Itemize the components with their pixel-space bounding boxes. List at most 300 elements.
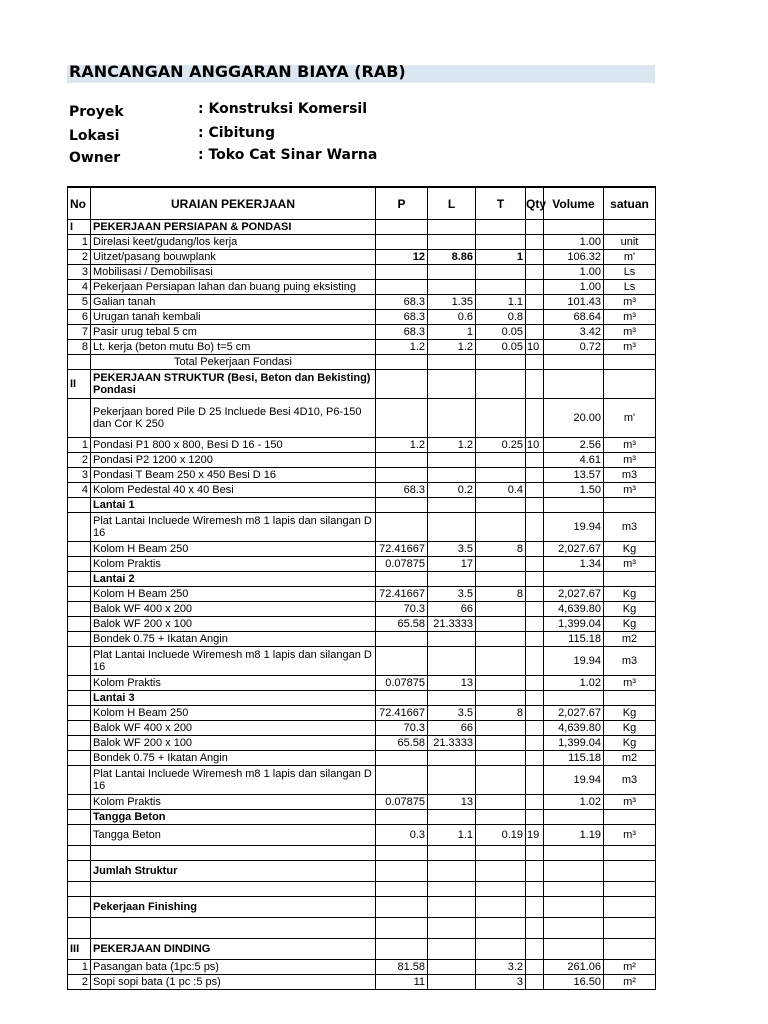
header-l: L — [428, 187, 476, 220]
cell-volume: 4.61 — [544, 453, 604, 468]
cell-no: 4 — [68, 280, 91, 295]
table-row — [68, 861, 656, 882]
header-no: No — [68, 187, 91, 220]
cell-p: 1.2 — [376, 438, 428, 453]
cell-t — [476, 370, 526, 399]
cell-l — [428, 766, 476, 795]
table-row — [68, 918, 656, 939]
cell-satuan: m3 — [604, 647, 656, 676]
cell-volume: 261.06 — [544, 960, 604, 975]
cell-l: 66 — [428, 721, 476, 736]
project-label: Proyek — [69, 104, 124, 120]
cell-l: 13 — [428, 795, 476, 810]
cell-uraian: Lt. kerja (beton mutu Bo) t=5 cm — [91, 340, 376, 355]
cell-satuan: m² — [604, 975, 656, 990]
cell-satuan: Kg — [604, 706, 656, 721]
cell-t: 3.2 — [476, 960, 526, 975]
cell-qty — [526, 691, 544, 706]
table-row — [68, 468, 656, 483]
cell-uraian: Tangga Beton — [91, 825, 376, 846]
cell-p — [376, 918, 428, 939]
cell-volume — [544, 220, 604, 235]
cell-t — [476, 513, 526, 542]
table-row — [68, 498, 656, 513]
table-row — [68, 483, 656, 498]
cell-volume: 101.43 — [544, 295, 604, 310]
cell-no: I — [68, 220, 91, 235]
table-row — [68, 295, 656, 310]
cell-no — [68, 736, 91, 751]
header-volume: Volume — [544, 187, 604, 220]
cell-l: 21.3333 — [428, 736, 476, 751]
cell-volume: 1.00 — [544, 265, 604, 280]
cell-qty — [526, 572, 544, 587]
cell-satuan: m³ — [604, 557, 656, 572]
cell-volume — [544, 846, 604, 861]
cell-satuan — [604, 861, 656, 882]
cell-uraian: PEKERJAAN STRUKTUR (Besi, Beton dan Bekisting) Pondasi — [91, 370, 376, 399]
cell-satuan — [604, 691, 656, 706]
table-row — [68, 617, 656, 632]
table-row — [68, 355, 656, 370]
cell-t: 8 — [476, 706, 526, 721]
cell-p: 70.3 — [376, 602, 428, 617]
cell-l — [428, 513, 476, 542]
cell-t — [476, 751, 526, 766]
cell-uraian: Pekerjaan Persiapan lahan dan buang puing eksisting — [91, 280, 376, 295]
cell-volume: 1.00 — [544, 280, 604, 295]
cell-qty — [526, 918, 544, 939]
cell-volume: 1,399.04 — [544, 617, 604, 632]
cell-p — [376, 691, 428, 706]
location-value: : Cibitung — [198, 125, 276, 141]
cell-uraian: Pondasi P1 800 x 800, Besi D 16 - 150 — [91, 438, 376, 453]
cell-uraian: Kolom Praktis — [91, 557, 376, 572]
cell-l — [428, 882, 476, 897]
cell-p — [376, 399, 428, 438]
table-row — [68, 751, 656, 766]
cell-uraian: Kolom H Beam 250 — [91, 542, 376, 557]
cell-t: 0.05 — [476, 325, 526, 340]
cell-uraian: Plat Lantai Incluede Wiremesh m8 1 lapis dan silangan D 16 — [91, 513, 376, 542]
cell-volume: 4,639.80 — [544, 721, 604, 736]
cell-t — [476, 736, 526, 751]
cell-p: 68.3 — [376, 483, 428, 498]
cell-p: 72.41667 — [376, 587, 428, 602]
cell-uraian: Pekerjaan bored Pile D 25 Incluede Besi 4D10, P6-150 dan Cor K 250 — [91, 399, 376, 438]
cell-satuan: Ls — [604, 280, 656, 295]
cell-uraian: Kolom H Beam 250 — [91, 587, 376, 602]
cell-t — [476, 918, 526, 939]
cell-no: 2 — [68, 453, 91, 468]
cell-l: 13 — [428, 676, 476, 691]
cell-no: 2 — [68, 250, 91, 265]
cell-t — [476, 897, 526, 918]
cell-uraian: Plat Lantai Incluede Wiremesh m8 1 lapis dan silangan D 16 — [91, 647, 376, 676]
cell-satuan — [604, 939, 656, 960]
cell-p: 0.07875 — [376, 557, 428, 572]
cell-satuan: m3 — [604, 468, 656, 483]
cell-qty — [526, 557, 544, 572]
cell-l — [428, 897, 476, 918]
cell-t — [476, 861, 526, 882]
cell-qty — [526, 453, 544, 468]
cell-volume — [544, 939, 604, 960]
owner-value: : Toko Cat Sinar Warna — [198, 147, 378, 163]
cell-t — [476, 602, 526, 617]
cell-qty — [526, 939, 544, 960]
cell-l — [428, 939, 476, 960]
cell-volume — [544, 370, 604, 399]
cell-l: 1.2 — [428, 340, 476, 355]
cell-satuan: Kg — [604, 617, 656, 632]
table-row — [68, 721, 656, 736]
cell-p — [376, 370, 428, 399]
cell-volume — [544, 810, 604, 825]
cell-l — [428, 632, 476, 647]
cell-no — [68, 897, 91, 918]
cell-satuan — [604, 882, 656, 897]
cell-satuan: m² — [604, 960, 656, 975]
cell-l — [428, 220, 476, 235]
cell-qty — [526, 235, 544, 250]
cell-l — [428, 468, 476, 483]
cell-no — [68, 706, 91, 721]
cell-volume: 19.94 — [544, 513, 604, 542]
cell-satuan: m³ — [604, 825, 656, 846]
cell-satuan: m³ — [604, 295, 656, 310]
cell-t: 1 — [476, 250, 526, 265]
cell-satuan: m³ — [604, 325, 656, 340]
cell-no — [68, 542, 91, 557]
cell-t: 1.1 — [476, 295, 526, 310]
table-row — [68, 325, 656, 340]
cell-uraian: Pondasi T Beam 250 x 450 Besi D 16 — [91, 468, 376, 483]
cell-uraian: Bondek 0.75 + Ikatan Angin — [91, 751, 376, 766]
table-row — [68, 513, 656, 542]
cell-p: 12 — [376, 250, 428, 265]
cell-t — [476, 498, 526, 513]
cell-volume: 19.94 — [544, 766, 604, 795]
cell-p — [376, 498, 428, 513]
cell-qty — [526, 846, 544, 861]
header-qty: Qty — [526, 187, 544, 220]
cell-no — [68, 557, 91, 572]
cell-no: 3 — [68, 468, 91, 483]
cell-no: II — [68, 370, 91, 399]
cell-volume: 4,639.80 — [544, 602, 604, 617]
cell-l — [428, 235, 476, 250]
cell-no: 1 — [68, 235, 91, 250]
cell-satuan — [604, 846, 656, 861]
cell-volume — [544, 897, 604, 918]
cell-volume — [544, 355, 604, 370]
cell-volume: 2,027.67 — [544, 706, 604, 721]
cell-l — [428, 810, 476, 825]
cell-t — [476, 795, 526, 810]
cell-t: 0.8 — [476, 310, 526, 325]
cell-satuan: m3 — [604, 513, 656, 542]
cell-uraian: Balok WF 200 x 100 — [91, 617, 376, 632]
cell-p: 0.07875 — [376, 676, 428, 691]
cell-volume — [544, 861, 604, 882]
cell-p — [376, 513, 428, 542]
cell-no — [68, 676, 91, 691]
cell-p: 65.58 — [376, 736, 428, 751]
cell-uraian: Uitzet/pasang bouwplank — [91, 250, 376, 265]
table-row — [68, 882, 656, 897]
cell-uraian: Plat Lantai Incluede Wiremesh m8 1 lapis dan silangan D 16 — [91, 766, 376, 795]
cell-qty — [526, 647, 544, 676]
table-row — [68, 310, 656, 325]
cell-qty: 10 — [526, 438, 544, 453]
cell-t — [476, 235, 526, 250]
cell-qty — [526, 310, 544, 325]
cell-p — [376, 751, 428, 766]
table-row — [68, 939, 656, 960]
table-row — [68, 587, 656, 602]
cell-no — [68, 602, 91, 617]
cell-t — [476, 846, 526, 861]
cell-satuan — [604, 810, 656, 825]
cell-l — [428, 498, 476, 513]
table-row — [68, 647, 656, 676]
table-row — [68, 557, 656, 572]
cell-p: 65.58 — [376, 617, 428, 632]
cell-satuan: m' — [604, 250, 656, 265]
cell-uraian — [91, 846, 376, 861]
cell-l — [428, 399, 476, 438]
cell-uraian: Sopi sopi bata (1 pc :5 ps) — [91, 975, 376, 990]
cell-l — [428, 370, 476, 399]
table-row — [68, 453, 656, 468]
cell-t — [476, 676, 526, 691]
table-row — [68, 370, 656, 399]
cell-no — [68, 810, 91, 825]
cell-satuan — [604, 572, 656, 587]
cell-uraian: Lantai 1 — [91, 498, 376, 513]
cell-qty — [526, 265, 544, 280]
cell-l: 17 — [428, 557, 476, 572]
cell-volume: 20.00 — [544, 399, 604, 438]
cell-no: 8 — [68, 340, 91, 355]
cell-satuan: Kg — [604, 602, 656, 617]
table-row — [68, 399, 656, 438]
cell-no: 2 — [68, 975, 91, 990]
cell-qty — [526, 975, 544, 990]
cell-no — [68, 825, 91, 846]
cell-t — [476, 280, 526, 295]
cell-l — [428, 846, 476, 861]
cell-no: 1 — [68, 438, 91, 453]
cell-t: 8 — [476, 587, 526, 602]
cell-satuan: Kg — [604, 542, 656, 557]
cell-no — [68, 632, 91, 647]
cell-uraian: Lantai 2 — [91, 572, 376, 587]
cell-uraian: Balok WF 400 x 200 — [91, 721, 376, 736]
cell-p — [376, 355, 428, 370]
table-row — [68, 572, 656, 587]
cell-p — [376, 468, 428, 483]
cell-uraian: Kolom H Beam 250 — [91, 706, 376, 721]
cell-qty — [526, 483, 544, 498]
cell-l: 1.1 — [428, 825, 476, 846]
cell-p — [376, 265, 428, 280]
cell-no — [68, 647, 91, 676]
cell-satuan: m³ — [604, 453, 656, 468]
cell-satuan: Kg — [604, 587, 656, 602]
cell-p — [376, 882, 428, 897]
cell-p: 68.3 — [376, 325, 428, 340]
cell-t — [476, 220, 526, 235]
cell-satuan: m2 — [604, 751, 656, 766]
cell-t — [476, 572, 526, 587]
table-row — [68, 340, 656, 355]
cell-volume: 2,027.67 — [544, 542, 604, 557]
cell-satuan: m³ — [604, 483, 656, 498]
cell-p: 1.2 — [376, 340, 428, 355]
cell-satuan — [604, 370, 656, 399]
cell-qty — [526, 882, 544, 897]
cell-qty — [526, 399, 544, 438]
table-row — [68, 250, 656, 265]
cell-p — [376, 647, 428, 676]
cell-l: 21.3333 — [428, 617, 476, 632]
cell-volume: 1.02 — [544, 795, 604, 810]
cell-volume — [544, 882, 604, 897]
table-row — [68, 602, 656, 617]
cell-qty: 19 — [526, 825, 544, 846]
cell-qty — [526, 706, 544, 721]
cell-no — [68, 399, 91, 438]
cell-p — [376, 846, 428, 861]
cell-p: 81.58 — [376, 960, 428, 975]
cell-satuan: m³ — [604, 438, 656, 453]
cell-l — [428, 960, 476, 975]
cell-p — [376, 280, 428, 295]
cell-p: 0.3 — [376, 825, 428, 846]
table-row — [68, 706, 656, 721]
cell-qty — [526, 861, 544, 882]
cell-p — [376, 453, 428, 468]
cell-p: 11 — [376, 975, 428, 990]
project-value: : Konstruksi Komersil — [198, 101, 368, 117]
cell-satuan — [604, 220, 656, 235]
cell-l — [428, 918, 476, 939]
cell-uraian: Pondasi P2 1200 x 1200 — [91, 453, 376, 468]
cell-volume: 115.18 — [544, 751, 604, 766]
cell-t: 0.25 — [476, 438, 526, 453]
cell-volume: 13.57 — [544, 468, 604, 483]
cell-p: 68.3 — [376, 295, 428, 310]
cell-no — [68, 691, 91, 706]
cell-p — [376, 572, 428, 587]
cell-uraian: Pasir urug tebal 5 cm — [91, 325, 376, 340]
cell-p: 0.07875 — [376, 795, 428, 810]
cell-no — [68, 498, 91, 513]
cell-qty — [526, 676, 544, 691]
cell-uraian: Pasangan bata (1pc:5 ps) — [91, 960, 376, 975]
cell-l: 1.35 — [428, 295, 476, 310]
cell-no: 5 — [68, 295, 91, 310]
cell-uraian — [91, 882, 376, 897]
cell-qty — [526, 617, 544, 632]
cell-no — [68, 617, 91, 632]
cell-uraian: Total Pekerjaan Fondasi — [91, 355, 376, 370]
cell-qty — [526, 897, 544, 918]
cell-uraian: Balok WF 200 x 100 — [91, 736, 376, 751]
cell-l: 3.5 — [428, 587, 476, 602]
cell-volume: 106.32 — [544, 250, 604, 265]
cell-satuan: Kg — [604, 736, 656, 751]
table-row — [68, 280, 656, 295]
header-t: T — [476, 187, 526, 220]
cell-p — [376, 632, 428, 647]
cell-qty — [526, 325, 544, 340]
cell-p — [376, 220, 428, 235]
cell-uraian: Pekerjaan Finishing — [91, 897, 376, 918]
cell-qty — [526, 280, 544, 295]
cell-volume: 16.50 — [544, 975, 604, 990]
cell-t: 0.19 — [476, 825, 526, 846]
cell-uraian: Jumlah Struktur — [91, 861, 376, 882]
table-row — [68, 795, 656, 810]
cell-qty — [526, 468, 544, 483]
cell-l: 66 — [428, 602, 476, 617]
header-row — [68, 187, 656, 220]
cell-uraian: Tangga Beton — [91, 810, 376, 825]
cell-volume: 1.02 — [544, 676, 604, 691]
cell-no — [68, 513, 91, 542]
cell-uraian: Kolom Pedestal 40 x 40 Besi — [91, 483, 376, 498]
cell-l — [428, 647, 476, 676]
table-row — [68, 542, 656, 557]
cell-uraian: Bondek 0.75 + Ikatan Angin — [91, 632, 376, 647]
cell-t: 0.4 — [476, 483, 526, 498]
cell-volume: 3.42 — [544, 325, 604, 340]
cell-p: 72.41667 — [376, 706, 428, 721]
cell-l: 1 — [428, 325, 476, 340]
cell-satuan: m' — [604, 399, 656, 438]
cell-qty — [526, 632, 544, 647]
cell-p — [376, 766, 428, 795]
cell-uraian — [91, 918, 376, 939]
cell-no — [68, 795, 91, 810]
cell-qty — [526, 220, 544, 235]
cell-satuan: m2 — [604, 632, 656, 647]
table-row — [68, 960, 656, 975]
cell-satuan: m3 — [604, 766, 656, 795]
cell-no: 6 — [68, 310, 91, 325]
cell-t — [476, 355, 526, 370]
cell-l: 8.86 — [428, 250, 476, 265]
cell-t — [476, 691, 526, 706]
cell-uraian: PEKERJAAN DINDING — [91, 939, 376, 960]
cell-satuan — [604, 897, 656, 918]
cell-no — [68, 751, 91, 766]
header-uraian: URAIAN PEKERJAAN — [91, 187, 376, 220]
location-label: Lokasi — [69, 128, 120, 144]
cell-uraian: Mobilisasi / Demobilisasi — [91, 265, 376, 280]
cell-volume — [544, 498, 604, 513]
cell-qty: 10 — [526, 340, 544, 355]
cell-uraian: Direlasi keet/gudang/los kerja — [91, 235, 376, 250]
cell-uraian: Kolom Praktis — [91, 795, 376, 810]
cell-no: 3 — [68, 265, 91, 280]
table-row — [68, 810, 656, 825]
cell-p — [376, 939, 428, 960]
cell-uraian: Urugan tanah kembali — [91, 310, 376, 325]
